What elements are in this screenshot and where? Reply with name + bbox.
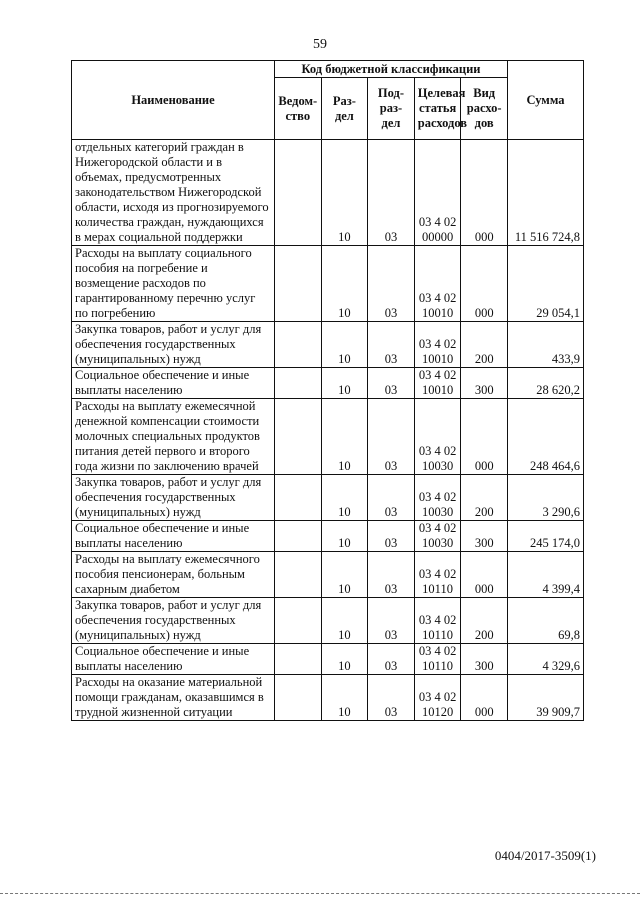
row-ved <box>275 552 322 598</box>
row-name: Расходы на выплату ежемесячной денежной компенсации стоимости молочных специальных продуктов питания детей первого и второго года жизни по заключению врачей <box>72 399 275 475</box>
row-vid: 000 <box>461 675 508 721</box>
row-ved <box>275 140 322 246</box>
row-razd: 10 <box>321 399 368 475</box>
table-row <box>72 644 584 675</box>
page-number: 59 <box>313 37 327 52</box>
table-row <box>72 140 584 246</box>
row-razd: 10 <box>321 475 368 521</box>
row-csr: 03 4 02 10010 <box>414 368 461 399</box>
row-vid: 300 <box>461 521 508 552</box>
table-row <box>72 598 584 644</box>
row-sum: 28 620,2 <box>508 368 584 399</box>
row-podr: 03 <box>368 322 415 368</box>
row-sum: 248 464,6 <box>508 399 584 475</box>
row-razd: 10 <box>321 140 368 246</box>
document-code: 0404/2017-3509(1) <box>494 848 596 863</box>
header-code-group: Код бюджетной классификации <box>275 61 508 78</box>
row-vid: 000 <box>461 552 508 598</box>
row-vid: 300 <box>461 368 508 399</box>
row-sum: 39 909,7 <box>508 675 584 721</box>
row-csr: 03 4 02 00000 <box>414 140 461 246</box>
row-podr: 03 <box>368 644 415 675</box>
row-vid: 200 <box>461 598 508 644</box>
row-name: Социальное обеспечение и иные выплаты населению <box>72 521 275 552</box>
table-header <box>72 61 584 140</box>
row-csr: 03 4 02 10030 <box>414 399 461 475</box>
row-vid: 000 <box>461 246 508 322</box>
row-ved <box>275 399 322 475</box>
row-csr: 03 4 02 10110 <box>414 644 461 675</box>
row-ved <box>275 644 322 675</box>
table-row <box>72 675 584 721</box>
header-sum: Сумма <box>508 61 584 140</box>
row-ved <box>275 675 322 721</box>
row-sum: 3 290,6 <box>508 475 584 521</box>
row-razd: 10 <box>321 644 368 675</box>
row-razd: 10 <box>321 675 368 721</box>
row-name: Закупка товаров, работ и услуг для обеспечения государственных (муниципальных) нужд <box>72 322 275 368</box>
bottom-rule <box>0 893 640 894</box>
row-ved <box>275 598 322 644</box>
row-name: Расходы на выплату социального пособия на погребение и возмещение расходов по гарантированному перечню услуг по погребению <box>72 246 275 322</box>
row-name: Закупка товаров, работ и услуг для обеспечения государственных (муниципальных) нужд <box>72 475 275 521</box>
row-csr: 03 4 02 10010 <box>414 322 461 368</box>
row-vid: 300 <box>461 644 508 675</box>
row-vid: 200 <box>461 322 508 368</box>
header-podr: Под-раз-дел <box>368 78 415 140</box>
row-name: отдельных категорий граждан в Нижегородской области и в объемах, предусмотренных законодательством Нижегородской области, исходя из прогнозируемого количества граждан, нуждающихся в мерах социальной поддержки <box>72 140 275 246</box>
row-podr: 03 <box>368 140 415 246</box>
row-razd: 10 <box>321 598 368 644</box>
table-body <box>72 140 584 721</box>
row-podr: 03 <box>368 246 415 322</box>
row-razd: 10 <box>321 322 368 368</box>
row-name: Социальное обеспечение и иные выплаты населению <box>72 368 275 399</box>
header-row-1 <box>72 61 584 78</box>
row-name: Закупка товаров, работ и услуг для обеспечения государственных (муниципальных) нужд <box>72 598 275 644</box>
table-row <box>72 322 584 368</box>
row-csr: 03 4 02 10120 <box>414 675 461 721</box>
row-csr: 03 4 02 10110 <box>414 552 461 598</box>
row-sum: 433,9 <box>508 322 584 368</box>
row-razd: 10 <box>321 368 368 399</box>
table-row <box>72 246 584 322</box>
row-sum: 4 329,6 <box>508 644 584 675</box>
row-vid: 000 <box>461 399 508 475</box>
row-sum: 245 174,0 <box>508 521 584 552</box>
row-name: Расходы на оказание материальной помощи гражданам, оказавшимся в трудной жизненной ситуации <box>72 675 275 721</box>
table-row <box>72 552 584 598</box>
row-sum: 11 516 724,8 <box>508 140 584 246</box>
row-csr: 03 4 02 10030 <box>414 521 461 552</box>
row-vid: 200 <box>461 475 508 521</box>
row-ved <box>275 368 322 399</box>
row-csr: 03 4 02 10110 <box>414 598 461 644</box>
row-name: Социальное обеспечение и иные выплаты населению <box>72 644 275 675</box>
row-podr: 03 <box>368 475 415 521</box>
header-name: Наименование <box>72 61 275 140</box>
row-sum: 69,8 <box>508 598 584 644</box>
row-ved <box>275 322 322 368</box>
table-row <box>72 521 584 552</box>
table-row <box>72 399 584 475</box>
table-row <box>72 475 584 521</box>
row-razd: 10 <box>321 521 368 552</box>
header-csr: Целевая статья расходов <box>414 78 461 140</box>
row-csr: 03 4 02 10010 <box>414 246 461 322</box>
header-vid: Вид расхо-дов <box>461 78 508 140</box>
row-csr: 03 4 02 10030 <box>414 475 461 521</box>
row-razd: 10 <box>321 246 368 322</box>
row-podr: 03 <box>368 552 415 598</box>
budget-table <box>71 60 584 721</box>
row-ved <box>275 246 322 322</box>
row-name: Расходы на выплату ежемесячного пособия пенсионерам, больным сахарным диабетом <box>72 552 275 598</box>
row-podr: 03 <box>368 521 415 552</box>
header-ved: Ведом-ство <box>275 78 322 140</box>
row-ved <box>275 475 322 521</box>
row-sum: 4 399,4 <box>508 552 584 598</box>
row-podr: 03 <box>368 399 415 475</box>
row-podr: 03 <box>368 368 415 399</box>
table-row <box>72 368 584 399</box>
row-ved <box>275 521 322 552</box>
row-podr: 03 <box>368 675 415 721</box>
row-razd: 10 <box>321 552 368 598</box>
row-vid: 000 <box>461 140 508 246</box>
row-podr: 03 <box>368 598 415 644</box>
header-razd: Раз-дел <box>321 78 368 140</box>
row-sum: 29 054,1 <box>508 246 584 322</box>
